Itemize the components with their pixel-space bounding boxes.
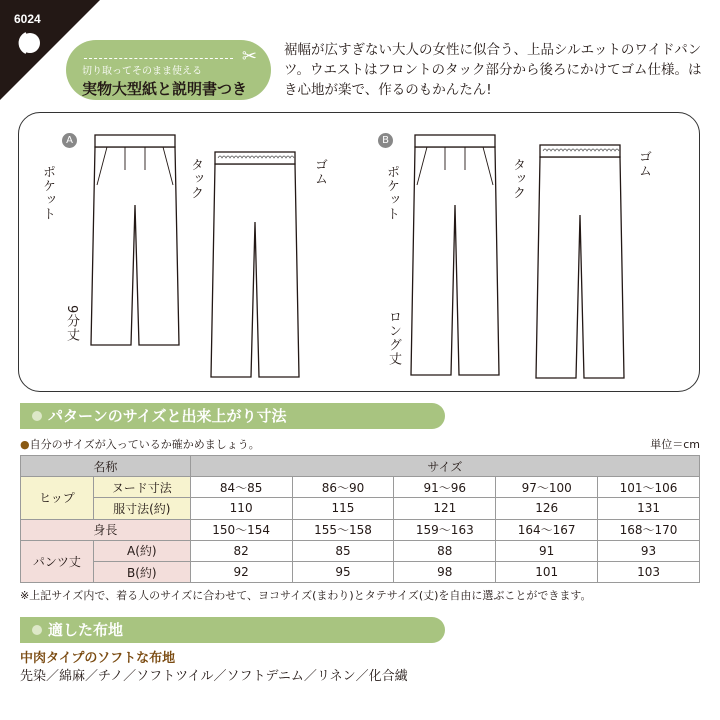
pill-subtitle: 切り取ってそのまま使える xyxy=(82,66,202,77)
pants-a-front xyxy=(91,135,179,345)
row-label-nude: ヌード寸法 xyxy=(93,477,190,498)
table-row xyxy=(21,540,700,561)
fabric-section-title: 適した布地 xyxy=(48,621,124,639)
cell: 86〜90 xyxy=(292,477,394,498)
badge-a: A xyxy=(62,133,77,148)
row-label-hip: ヒップ xyxy=(21,477,94,519)
header-name: 名称 xyxy=(21,456,191,477)
size-note: ●自分のサイズが入っているか確かめましょう。 xyxy=(20,438,260,451)
pants-a-back xyxy=(211,152,299,377)
cell: 110 xyxy=(190,498,292,519)
cell: 85 xyxy=(292,540,394,561)
unit-label: 単位＝cm xyxy=(650,438,700,451)
cell: 103 xyxy=(598,561,700,582)
size-footnote: ※上記サイズ内で、着る人のサイズに合わせて、ヨコサイズ(まわり)とタテサイズ(丈)を自由に選ぶことができます。 xyxy=(20,589,592,602)
cell: 95 xyxy=(292,561,394,582)
fabric-subtitle: 中肉タイプのソフトな布地 xyxy=(20,651,176,666)
cell: 101 xyxy=(496,561,598,582)
row-label-a: A(約) xyxy=(93,540,190,561)
size-section-header xyxy=(20,403,445,429)
label-pocket-a: ポケット xyxy=(40,165,55,221)
description: 裾幅が広すぎない大人の女性に似合う、上品シルエットのワイドパンツ。ウエストはフロントのタック部分から後ろにかけてゴム仕様。はき心地が楽で、作るのもかんたん! xyxy=(284,42,702,98)
row-label-b: B(約) xyxy=(93,561,190,582)
scissors-icon: ✂ xyxy=(241,46,257,67)
cell: 84〜85 xyxy=(190,477,292,498)
fabric-list: 先染／綿麻／チノ／ソフトツイル／ソフトデニム／リネン／化合繊 xyxy=(20,669,408,684)
cell: 82 xyxy=(190,540,292,561)
cell: 131 xyxy=(598,498,700,519)
cell: 159〜163 xyxy=(394,519,496,540)
cell: 150〜154 xyxy=(190,519,292,540)
cell: 121 xyxy=(394,498,496,519)
row-label-height: 身長 xyxy=(21,519,191,540)
label-length-a: 9分丈 xyxy=(64,305,79,343)
cell: 97〜100 xyxy=(496,477,598,498)
label-length-b: ロング丈 xyxy=(386,310,401,366)
cell: 101〜106 xyxy=(598,477,700,498)
size-note-text: 自分のサイズが入っているか確かめましょう。 xyxy=(29,438,260,451)
label-elastic-a: ゴム xyxy=(312,158,327,186)
cell: 93 xyxy=(598,540,700,561)
cell: 92 xyxy=(190,561,292,582)
cell: 126 xyxy=(496,498,598,519)
cell: 155〜158 xyxy=(292,519,394,540)
row-label-pants-length: パンツ丈 xyxy=(21,540,94,582)
pants-b-back xyxy=(536,145,624,378)
table-row xyxy=(21,477,700,498)
cell: 98 xyxy=(394,561,496,582)
pill-title: 実物大型紙と説明書つき xyxy=(82,80,248,98)
label-pocket-b: ポケット xyxy=(384,165,399,221)
cell: 91 xyxy=(496,540,598,561)
size-table xyxy=(20,455,700,583)
label-tuck-a: タック xyxy=(188,158,203,200)
cell: 88 xyxy=(394,540,496,561)
pattern-code: 6024 xyxy=(14,12,41,26)
row-label-garment: 服寸法(約) xyxy=(93,498,190,519)
table-header xyxy=(21,456,700,477)
label-elastic-b: ゴム xyxy=(636,150,651,178)
header-size: サイズ xyxy=(190,456,699,477)
table-row xyxy=(21,498,700,519)
label-tuck-b: タック xyxy=(510,158,525,200)
cell: 164〜167 xyxy=(496,519,598,540)
cell: 168〜170 xyxy=(598,519,700,540)
badge-b: B xyxy=(378,133,393,148)
cell: 91〜96 xyxy=(394,477,496,498)
fabric-section-header xyxy=(20,617,445,643)
table-row xyxy=(21,519,700,540)
table-row xyxy=(21,561,700,582)
pants-b-front xyxy=(411,135,499,375)
size-section-title: パターンのサイズと出来上がり寸法 xyxy=(48,407,287,425)
cell: 115 xyxy=(292,498,394,519)
